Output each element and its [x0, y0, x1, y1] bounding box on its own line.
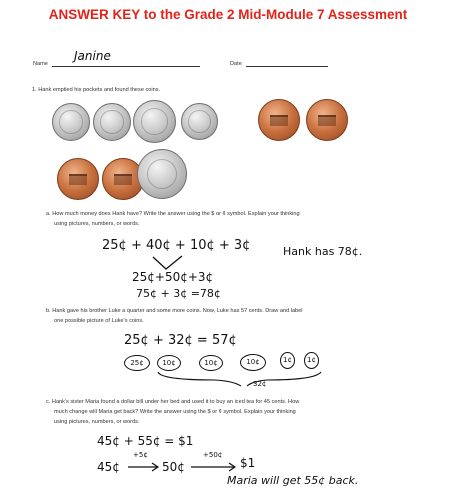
part-c-work-start: 45¢	[97, 460, 120, 474]
part-c-work-line-1: 45¢ + 55¢ = $1	[97, 434, 194, 448]
quarter-coin	[137, 149, 187, 199]
coin-drawing-penny-1: 1¢	[280, 352, 295, 369]
part-c-work-mid: 50¢	[162, 460, 185, 474]
memorial-detail	[69, 174, 87, 185]
part-c-answer: Maria will get 55¢ back.	[227, 474, 359, 487]
arrow-right-icon	[127, 462, 161, 472]
coin-drawing-penny-2: 1¢	[304, 352, 319, 369]
dime-coin-2	[93, 103, 131, 141]
part-a-prompt-line-1: a. How much money does Hank have? Write the answer using the $ or ¢ symbol. Explain your thinking	[46, 211, 300, 217]
part-c-arrow-2-label: +50¢	[203, 451, 223, 459]
coin-detail	[100, 110, 123, 133]
memorial-detail	[270, 115, 288, 126]
date-line	[246, 66, 328, 67]
name-line	[52, 66, 200, 67]
part-c-prompt-line-3: using pictures, numbers, or words.	[54, 419, 140, 425]
dime-coin-3	[181, 103, 218, 140]
penny-coin-2	[306, 99, 348, 141]
coin-drawing-dime-1: 10¢	[157, 355, 181, 371]
part-a-work-line-1: 25¢ + 40¢ + 10¢ + 3¢	[102, 238, 251, 253]
part-b-prompt-line-2: one possible picture of Luke's coins.	[54, 318, 144, 324]
name-label: Name	[33, 61, 48, 67]
coin-detail	[141, 108, 167, 134]
memorial-detail	[114, 174, 132, 185]
coin-detail	[59, 110, 82, 133]
nickel-coin	[133, 100, 176, 143]
part-c-arrow-1-label: +5¢	[133, 451, 148, 459]
coin-drawing-dime-2: 10¢	[199, 355, 223, 371]
question-1-prompt: 1. Hank emptied his pockets and found these coins.	[32, 87, 161, 93]
coin-drawing-dime-3: 10¢	[240, 354, 266, 371]
part-a-answer: Hank has 78¢.	[283, 245, 363, 258]
arrow-right-icon	[190, 462, 238, 472]
part-b-brace-label: 32¢	[253, 380, 267, 388]
penny-coin-1	[258, 99, 300, 141]
part-c-prompt-line-1: c. Hank's sister Maria found a dollar bill under her bed and used it to buy an iced tea for 45 cents. How	[46, 399, 300, 405]
part-c-work-end: $1	[240, 456, 256, 470]
part-a-work-line-3: 75¢ + 3¢ =78¢	[136, 287, 221, 300]
part-b-work-line: 25¢ + 32¢ = 57¢	[124, 333, 237, 348]
student-name: Janine	[74, 49, 111, 63]
dime-coin-1	[52, 103, 90, 141]
coin-drawing-quarter: 25¢	[124, 355, 150, 371]
coin-detail	[188, 110, 210, 132]
part-c-prompt-line-2: much change will Maria get back? Write the answer using the $ or ¢ symbol. Explain your thinking	[54, 409, 296, 415]
date-label: Date	[230, 61, 242, 67]
penny-coin-3	[57, 158, 99, 200]
memorial-detail	[318, 115, 336, 126]
coin-detail	[147, 159, 178, 190]
page-title: ANSWER KEY to the Grade 2 Mid-Module 7 Assessment	[48, 7, 408, 22]
grouping-brace-icon	[155, 370, 325, 388]
part-b-prompt-line-1: b. Hank gave his brother Luke a quarter and some more coins. Now, Luke has 57 cents. Draw and label	[46, 308, 303, 314]
part-a-work-line-2: 25¢+50¢+3¢	[132, 270, 214, 284]
part-a-prompt-line-2: using pictures, numbers, or words.	[54, 221, 140, 227]
